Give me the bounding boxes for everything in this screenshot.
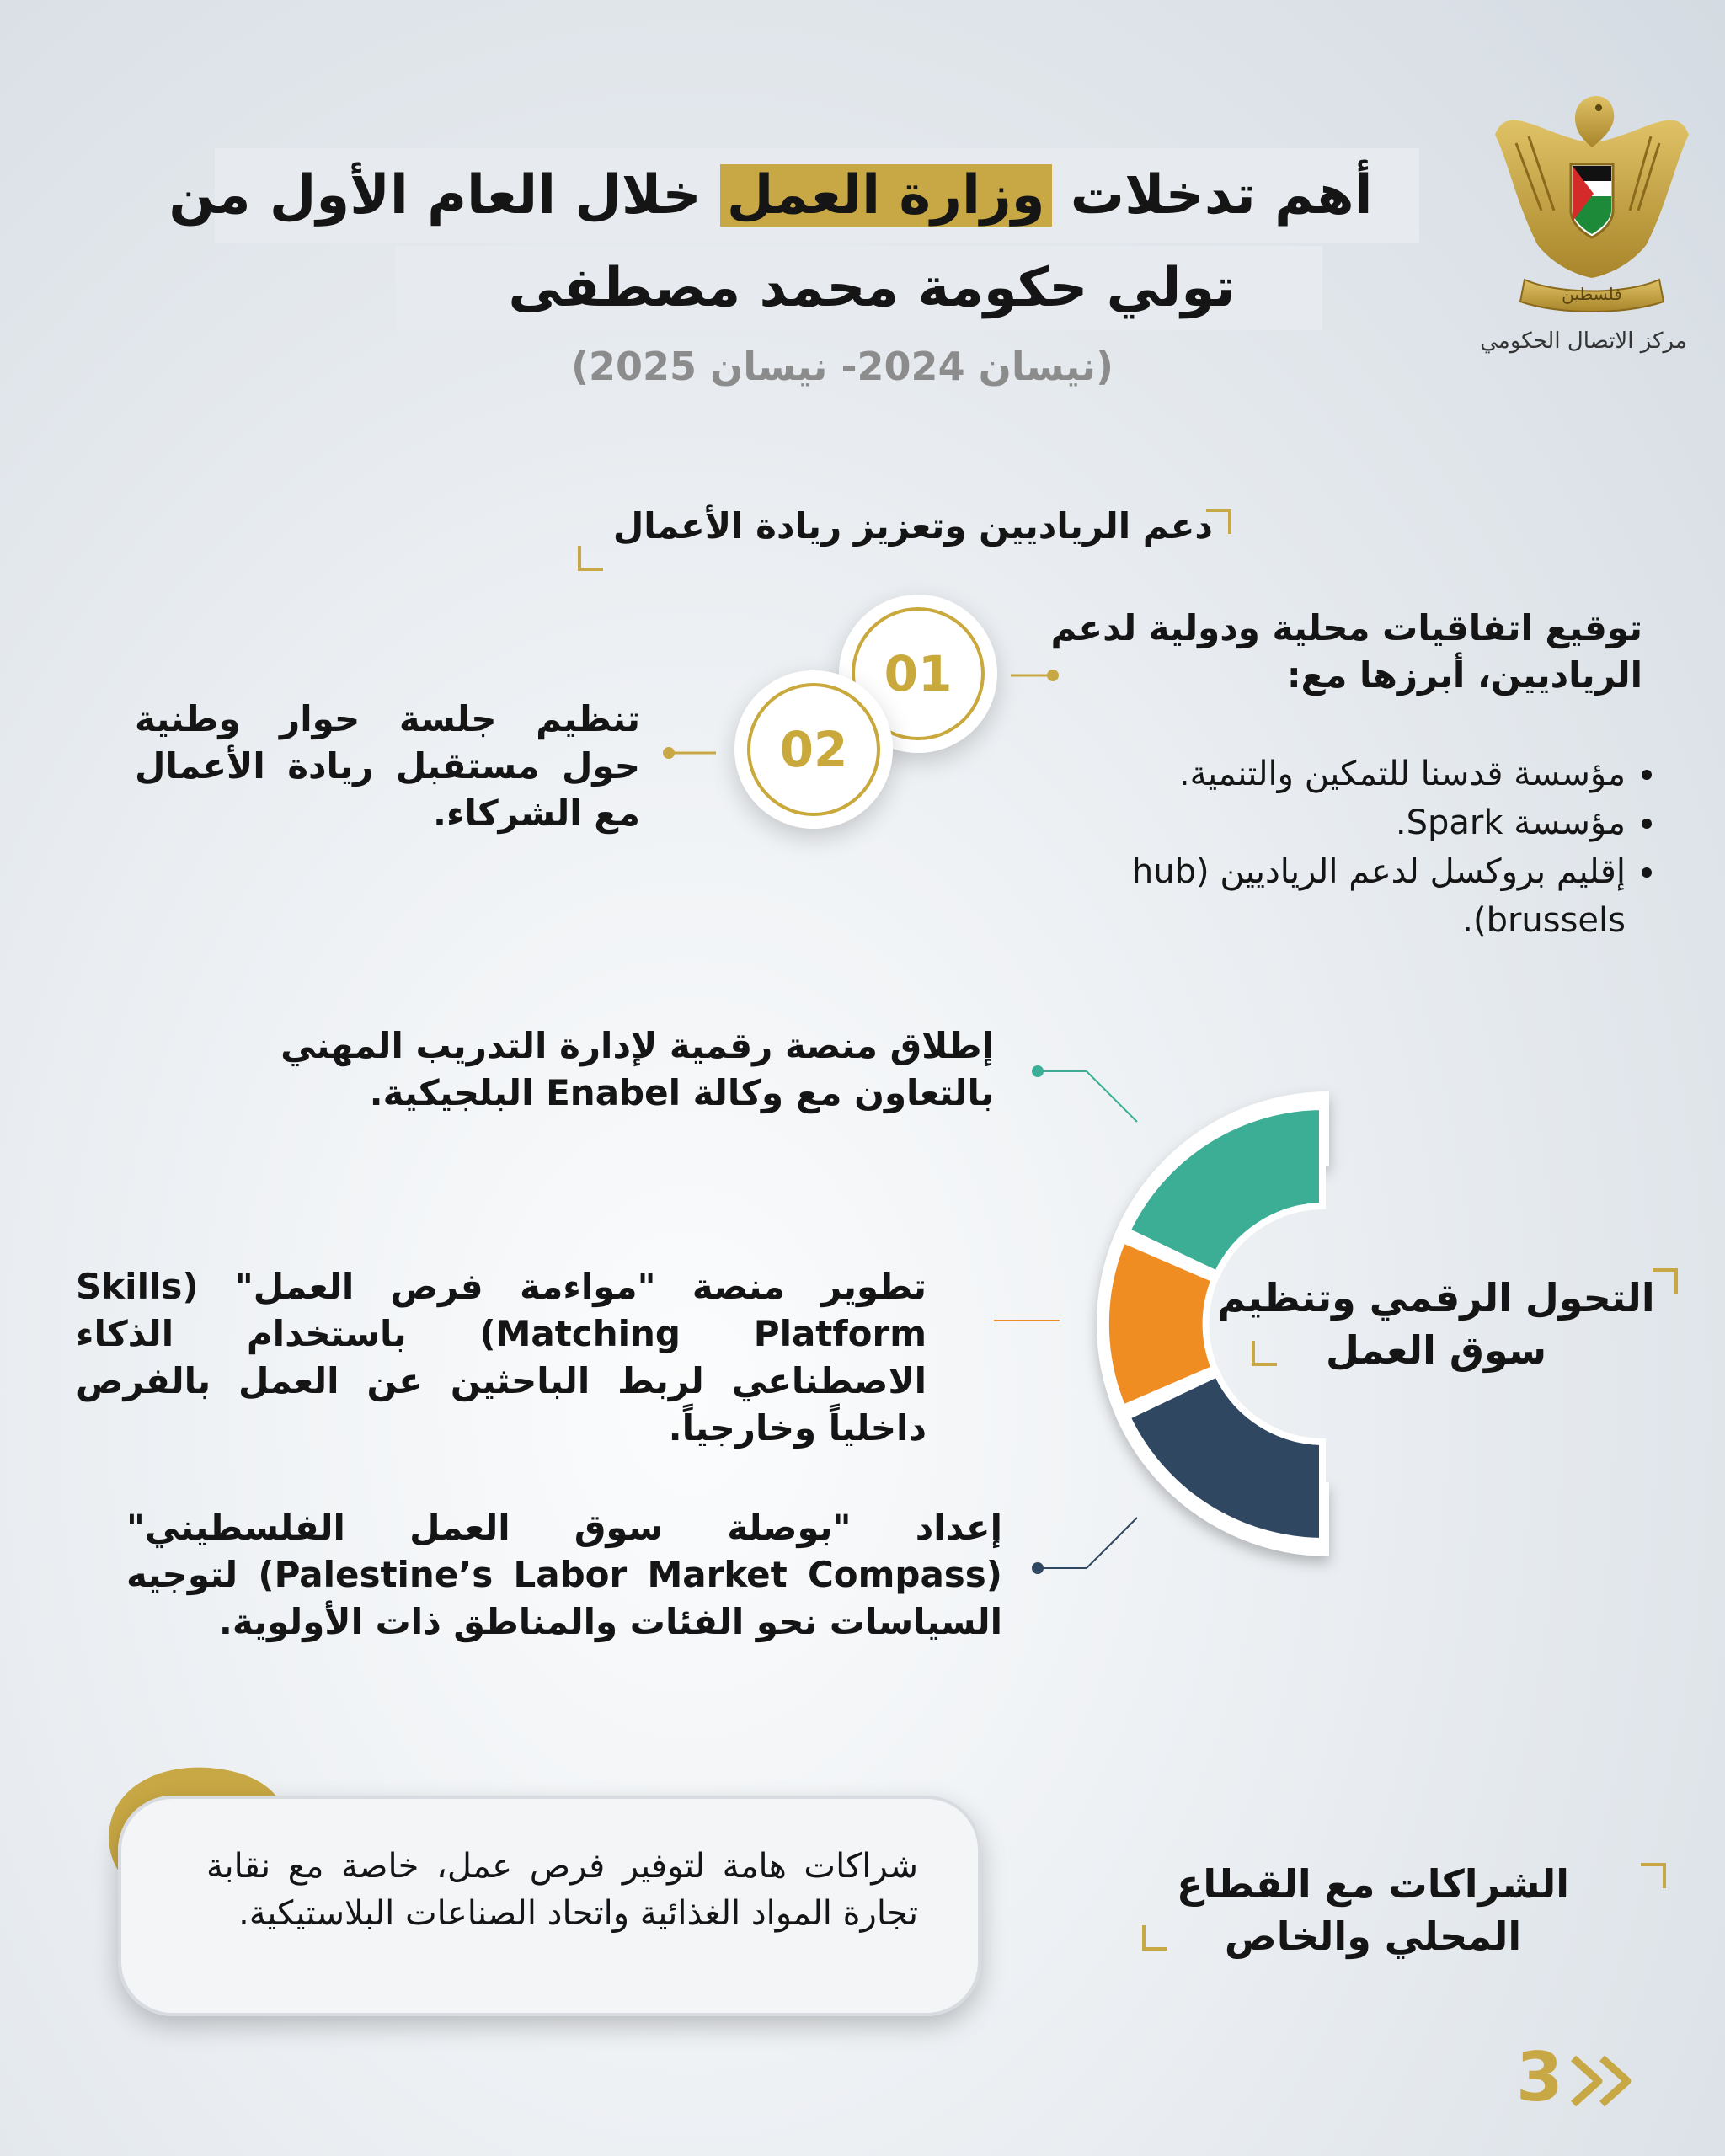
section-heading-partnerships: الشراكات مع القطاع المحلي والخاص [1176, 1861, 1570, 1959]
double-chevron-icon [1567, 2052, 1642, 2111]
logo-text: فلسطين [1562, 284, 1622, 304]
section-heading-digital: التحول الرقمي وتنظيم سوق العمل [1217, 1275, 1655, 1373]
page-title-line-2: تولي حكومة محمد مصطفى [508, 257, 1236, 319]
number-label: 02 [747, 683, 880, 816]
number-badge-02 [734, 670, 893, 829]
digital-item-labor-compass: إعداد "بوصلة سوق العمل الفلسطيني" (Palestine’s Labor Market Compass) لتوجيه السياسات نحو الفئات والمناطق ذات الأولوية. [126, 1507, 1002, 1642]
palestine-eagle-logo [1491, 84, 1693, 328]
partnership-text: شراكات هامة لتوفير فرص عمل، خاصة مع نقابة تجارة المواد الغذائية واتحاد الصناعات البلاستيكية. [206, 1847, 918, 1933]
list-item: • إقليم بروكسل لدعم الرياديين (hub brussels). [1011, 847, 1626, 945]
section-heading-entrepreneurs: دعم الرياديين وتعزيز ريادة الأعمال [612, 505, 1213, 547]
dialogue-session-text: تنظيم جلسة حوار وطنية حول مستقبل ريادة الأعمال مع الشركاء. [135, 698, 640, 834]
title-part: خلال العام الأول من [168, 164, 720, 227]
corner-bracket-icon [1641, 1863, 1666, 1888]
page-title [152, 152, 1390, 239]
list-item: • مؤسسة Spark. [1011, 798, 1626, 847]
agreements-title: توقيع اتفاقيات محلية ودولية لدعم الرياديين، أبرزها مع: [1050, 607, 1642, 696]
corner-bracket-icon [578, 546, 603, 571]
title-highlight: وزارة العمل [720, 164, 1052, 227]
agreements-list [1011, 750, 1659, 945]
digital-item-skills-matching: تطوير منصة "مواءمة فرص العمل" (Skills Matching Platform) باستخدام الذكاء الاصطناعي لربط الباحثين عن العمل بالفرص داخلياً وخارجياً. [76, 1266, 927, 1449]
number-label: 01 [852, 607, 985, 740]
list-item: • مؤسسة قدسنا للتمكين والتنمية. [1011, 750, 1626, 798]
title-part: أهم تدخلات [1051, 164, 1373, 227]
page-number: 3 [1516, 2038, 1563, 2116]
logo-caption: مركز الاتصال الحكومي [1480, 328, 1687, 354]
digital-item-platform: إطلاق منصة رقمية لإدارة التدريب المهني بالتعاون مع وكالة Enabel البلجيكية. [280, 1025, 994, 1113]
date-range-subtitle: (نيسان 2024- نيسان 2025) [570, 344, 1114, 389]
